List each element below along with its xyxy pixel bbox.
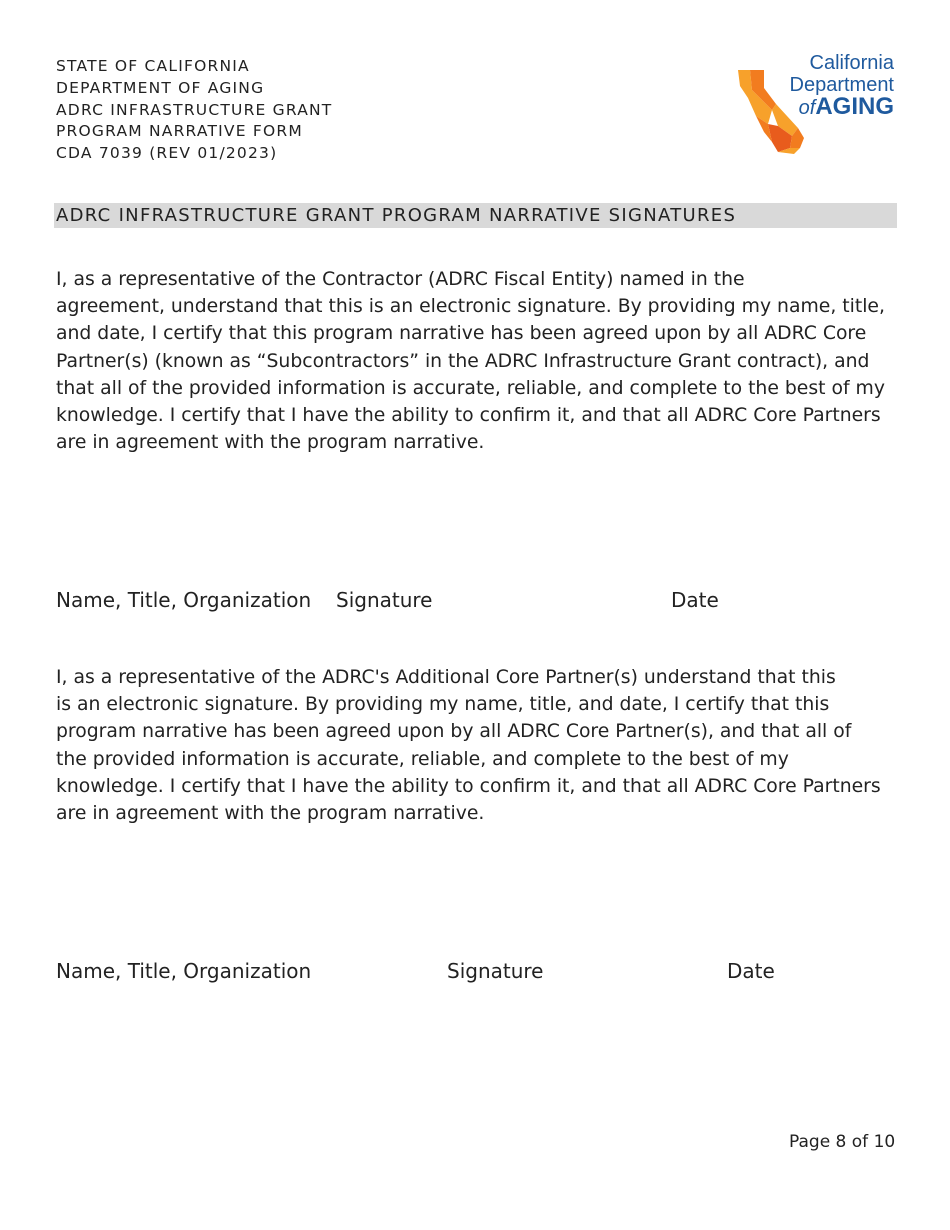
sig1-name-label: Name, Title, Organization [56,588,312,612]
sig1-date-label: Date [671,588,719,612]
paragraph-line: is an electronic signature. By providing my name, title, and date, I certify that this [56,694,830,716]
logo-line-department: Department [789,74,894,96]
paragraph-line: I, as a representative of the ADRC's Additional Core Partner(s) understand that this [56,667,836,688]
header-form-number: CDA 7039 (REV 01/2023) [56,144,278,163]
form-header [56,56,332,165]
paragraph-line: Partner(s) (known as “Subcontractors” in the ADRC Infrastructure Grant contract), and [56,350,870,372]
contractor-certification-paragraph [56,266,906,456]
paragraph-line: I, as a representative of the Contractor (ADRC Fiscal Entity) named in the [56,269,745,290]
paragraph-line: and date, I certify that this program narrative has been agreed upon by all ADRC Core [56,323,867,345]
logo-wordmark [770,52,894,119]
paragraph-line: are in agreement with the program narrative. [56,803,485,825]
paragraph-line: agreement, understand that this is an electronic signature. By providing my name, title, [56,296,885,318]
header-form-name: PROGRAM NARRATIVE FORM [56,122,303,141]
sig2-date-label: Date [727,959,775,983]
logo-line-aging [770,93,894,120]
logo-line-california: California [809,52,894,74]
header-grant: ADRC INFRASTRUCTURE GRANT [56,100,333,119]
cda-logo [734,52,904,156]
logo-of: of [798,97,816,119]
section-title: ADRC INFRASTRUCTURE GRANT PROGRAM NARRATIVE SIGNATURES [54,203,897,228]
paragraph-line: knowledge. I certify that I have the ability to confirm it, and that all ADRC Core Partners [56,405,881,427]
paragraph-line: that all of the provided information is accurate, reliable, and complete to the best of my [56,377,885,399]
paragraph-line: knowledge. I certify that I have the ability to confirm it, and that all ADRC Core Partners [56,775,881,797]
page-number: Page 8 of 10 [789,1132,896,1152]
header-state: STATE OF CALIFORNIA [56,57,250,75]
paragraph-line: program narrative has been agreed upon by all ADRC Core Partner(s), and that all of [56,721,852,743]
core-partner-certification-paragraph [56,664,906,827]
paragraph-line: are in agreement with the program narrative. [56,432,485,454]
paragraph-line: the provided information is accurate, reliable, and complete to the best of my [56,748,789,770]
logo-aging: AGING [815,93,894,120]
sig2-name-label: Name, Title, Organization [56,959,312,983]
header-department: DEPARTMENT OF AGING [56,78,265,97]
sig1-signature-label: Signature [336,588,433,612]
sig2-signature-label: Signature [447,959,544,983]
